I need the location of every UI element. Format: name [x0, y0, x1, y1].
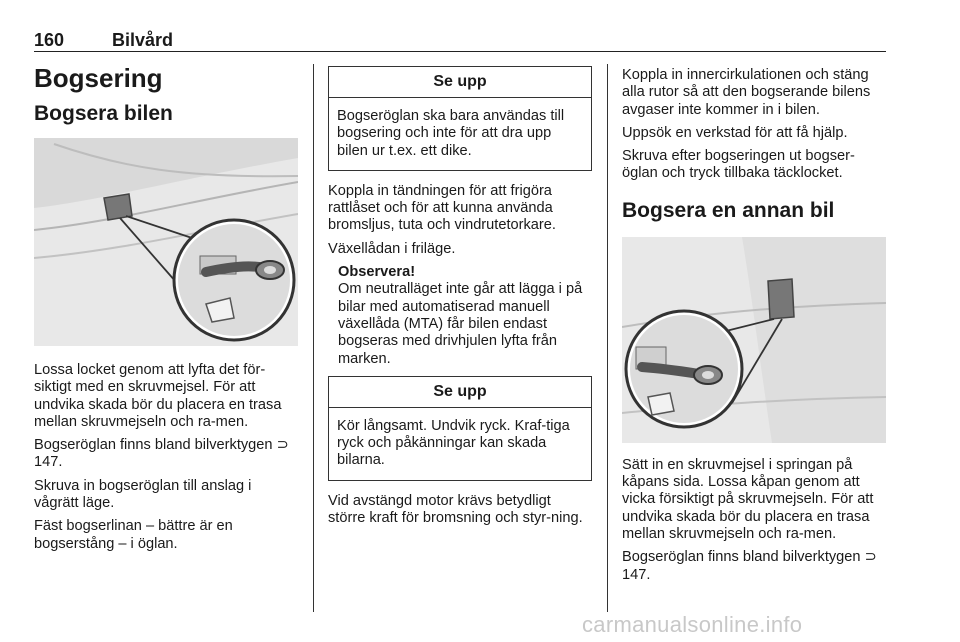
column-divider-1	[313, 64, 314, 612]
warning-box	[328, 66, 592, 171]
note-text: Om neutralläget inte går att lägga i på bilar med automatiserad manuell växellåda (MTA) får bilen endast bogseras med drivhjulen lyfta från marken.	[338, 281, 583, 367]
warning-title: Se upp	[329, 377, 591, 408]
rear-tow-eye-svg	[622, 237, 886, 443]
page-heading: Bogsering	[34, 63, 163, 93]
watermark: carmanualsonline.info	[582, 612, 803, 637]
paragraph: Skruva efter bogseringen ut bogser-öglan och tryck tillbaka täcklocket.	[622, 148, 855, 182]
paragraph: Skruva in bogseröglan till anslag i vågrätt läge.	[34, 477, 252, 512]
paragraph: Vid avstängd motor krävs betydligt större kraft för bromsning och styr-ning.	[328, 492, 583, 527]
paragraph: Växellådan i friläge.	[328, 240, 456, 257]
paragraph: Lossa locket genom att lyfta det för-siktigt med en skruvmejsel. För att undvika skada bör du placera en trasa mellan skruvmejseln och ra-men.	[34, 362, 282, 430]
paragraph: Bogseröglan finns bland bilverktygen ⊃ 147.	[34, 437, 289, 471]
paragraph: Koppla in tändningen för att frigöra rattlåset och för att kunna använda bromsljus, tuta och vindrutetorkare.	[328, 182, 556, 234]
tow-eye-cover-illustration	[34, 138, 298, 346]
warning-box	[328, 376, 592, 481]
column-3	[622, 67, 888, 590]
column-divider-2	[607, 64, 608, 612]
note-block	[328, 264, 592, 368]
paragraph: Sätt in en skruvmejsel i springan på kåpans sida. Lossa kåpan genom att vicka försiktigt på skruvmejseln. För att undvika skada bör du placera en trasa mellan skruvmejseln och ra-men.	[622, 456, 874, 542]
paragraph: Fäst bogserlinan – bättre är en bogserstång – i öglan.	[34, 518, 233, 552]
note-title: Observera!	[338, 264, 416, 281]
warning-title: Se upp	[329, 67, 591, 98]
page-number: 160	[34, 30, 65, 50]
paragraph: Uppsök en verkstad för att få hjälp.	[622, 124, 848, 141]
page-header	[34, 28, 886, 52]
section-title: Bilvård	[112, 30, 174, 50]
column-2	[328, 66, 592, 533]
paragraph: Bogseröglan finns bland bilverktygen ⊃ 147.	[622, 549, 877, 583]
subheading-tow-other-car: Bogsera en annan bil	[622, 198, 835, 222]
tow-eye-cover-svg	[34, 138, 298, 346]
subheading-tow-car: Bogsera bilen	[34, 102, 173, 125]
rear-tow-eye-illustration	[622, 237, 886, 443]
warning-text: Kör långsamt. Undvik ryck. Kraf-tiga ryck och påkänningar kan skada bilarna.	[337, 417, 570, 469]
paragraph: Koppla in innercirkulationen och stäng alla rutor så att den bogserande bilens avgaser inte kommer in i bilen.	[622, 67, 871, 118]
warning-text: Bogseröglan ska bara användas till bogsering och inte för att dra upp bilen ur t.ex. ett dike.	[337, 108, 565, 159]
column-1	[34, 62, 298, 559]
